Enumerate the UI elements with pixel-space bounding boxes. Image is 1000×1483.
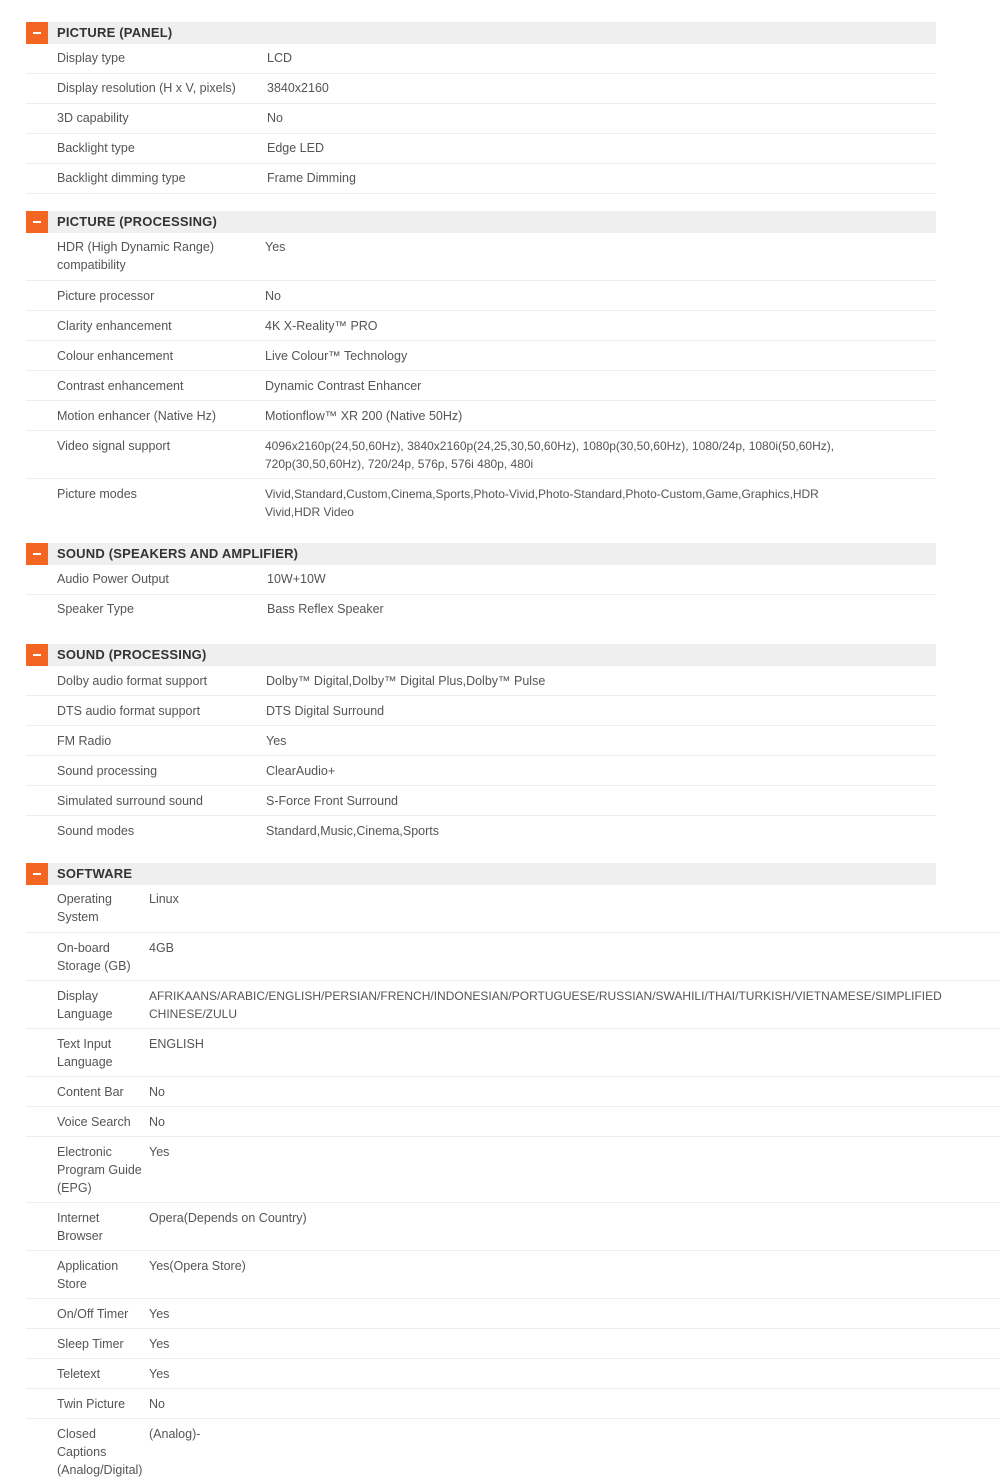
spec-row	[26, 933, 1000, 981]
spec-row	[26, 1203, 1000, 1251]
spec-label: Clarity enhancement	[57, 319, 172, 333]
spec-label: Content Bar	[57, 1085, 124, 1099]
spec-value: S-Force Front Surround	[266, 794, 398, 808]
spec-value: Yes	[149, 1307, 170, 1321]
section-title: SOFTWARE	[57, 866, 133, 881]
spec-label: Storage (GB)	[57, 959, 131, 973]
spec-label: On/Off Timer	[57, 1307, 129, 1321]
spec-label: FM Radio	[57, 734, 112, 748]
spec-row	[26, 164, 936, 194]
spec-label: Text Input	[57, 1037, 112, 1051]
spec-row	[26, 756, 936, 786]
spec-label: Sound modes	[57, 824, 135, 838]
spec-label: Simulated surround sound	[57, 794, 203, 808]
spec-label: Sleep Timer	[57, 1337, 124, 1351]
spec-value: LCD	[267, 51, 293, 65]
spec-label: Picture processor	[57, 289, 155, 303]
spec-value: DTS Digital Surround	[266, 704, 385, 718]
spec-row	[26, 816, 936, 845]
spec-label: Captions	[57, 1445, 107, 1459]
spec-label: DTS audio format support	[57, 704, 201, 718]
spec-value: No	[149, 1115, 165, 1129]
spec-row	[26, 1029, 1000, 1077]
spec-value: Yes	[266, 734, 287, 748]
spec-label: Closed	[57, 1427, 96, 1441]
spec-row	[26, 1329, 1000, 1359]
spec-label: Browser	[57, 1229, 103, 1243]
spec-value: Vivid,Standard,Custom,Cinema,Sports,Photo-Vivid,Photo-Standard,Photo-Custom,Game,Graphics,HDR	[265, 487, 819, 501]
spec-row	[26, 401, 936, 431]
section-header[interactable]	[26, 211, 936, 233]
section-picture-panel	[26, 22, 1000, 194]
spec-label: Application	[57, 1259, 119, 1273]
section-header[interactable]	[26, 22, 936, 44]
spec-row	[26, 1077, 1000, 1107]
spec-value: Edge LED	[267, 141, 324, 155]
spec-value: 3840x2160	[267, 81, 329, 95]
spec-value: Yes	[149, 1337, 170, 1351]
spec-value: Live Colour™ Technology	[265, 349, 408, 363]
spec-row	[26, 565, 936, 595]
spec-value: AFRIKAANS/ARABIC/ENGLISH/PERSIAN/FRENCH/INDONESIAN/PORTUGUESE/RUSSIAN/SWAHILI/THAI/TURKISH/VIETNAMESE/SIMPLIFIED	[149, 989, 942, 1003]
spec-row	[26, 44, 936, 74]
spec-row	[26, 431, 936, 479]
spec-label: Display	[57, 989, 98, 1003]
spec-label: Video signal support	[57, 439, 171, 453]
spec-row	[26, 1251, 1000, 1299]
spec-label: Operating	[57, 892, 112, 906]
collapse-minus-icon[interactable]	[26, 644, 48, 666]
spec-value: 720p(30,50,60Hz), 720/24p, 576p, 576i 480p, 480i	[265, 457, 534, 471]
spec-label: Display type	[57, 51, 126, 65]
spec-row	[26, 1389, 1000, 1419]
section-header[interactable]	[26, 543, 936, 565]
spec-label: Motion enhancer (Native Hz)	[57, 409, 217, 423]
spec-row	[26, 726, 936, 756]
spec-label: HDR (High Dynamic Range)	[57, 240, 214, 254]
spec-label: (Analog/Digital)	[57, 1463, 143, 1477]
spec-label: (EPG)	[57, 1181, 92, 1195]
section-sound-processing	[26, 644, 1000, 845]
spec-value: Yes(Opera Store)	[149, 1259, 246, 1273]
spec-row	[26, 786, 936, 816]
spec-value: 4K X-Reality™ PRO	[265, 319, 378, 333]
spec-label: Dolby audio format support	[57, 674, 208, 688]
spec-row	[26, 371, 936, 401]
spec-value: No	[265, 289, 281, 303]
spec-row	[26, 104, 936, 134]
spec-value: No	[267, 111, 283, 125]
section-header[interactable]	[26, 863, 936, 885]
spec-value: Opera(Depends on Country)	[149, 1211, 307, 1225]
spec-label: Language	[57, 1055, 113, 1069]
spec-label: Colour enhancement	[57, 349, 174, 363]
spec-value: ENGLISH	[149, 1037, 204, 1051]
spec-value: ClearAudio+	[266, 764, 336, 778]
collapse-minus-icon[interactable]	[26, 211, 48, 233]
spec-label: Electronic	[57, 1145, 112, 1159]
spec-label: Program Guide	[57, 1163, 142, 1177]
spec-value: No	[149, 1397, 165, 1411]
spec-value: Bass Reflex Speaker	[267, 602, 384, 616]
spec-label: compatibility	[57, 258, 126, 272]
spec-label: Language	[57, 1007, 113, 1021]
spec-value: (Analog)-	[149, 1427, 201, 1441]
spec-label: System	[57, 910, 99, 924]
spec-value: Yes	[149, 1145, 170, 1159]
spec-value: Vivid,HDR Video	[265, 505, 354, 519]
spec-row	[26, 1107, 1000, 1137]
spec-value: Linux	[149, 892, 179, 906]
spec-value: Motionflow™ XR 200 (Native 50Hz)	[265, 409, 463, 423]
spec-row	[26, 134, 936, 164]
spec-label: Contrast enhancement	[57, 379, 184, 393]
spec-row	[26, 595, 936, 624]
section-title: SOUND (PROCESSING)	[57, 647, 207, 662]
spec-value: Frame Dimming	[267, 171, 356, 185]
spec-row	[26, 1359, 1000, 1389]
spec-value: Dynamic Contrast Enhancer	[265, 379, 422, 393]
spec-label: Audio Power Output	[57, 572, 169, 586]
spec-label: Internet	[57, 1211, 100, 1225]
spec-row	[26, 1419, 1000, 1481]
spec-row	[26, 981, 1000, 1029]
collapse-minus-icon[interactable]	[26, 863, 48, 885]
spec-label: Speaker Type	[57, 602, 134, 616]
spec-value: 10W+10W	[267, 572, 326, 586]
spec-row	[26, 666, 936, 696]
spec-value: Yes	[149, 1367, 170, 1381]
section-picture-processing	[26, 211, 1000, 527]
spec-row	[26, 1299, 1000, 1329]
spec-label: Backlight type	[57, 141, 135, 155]
spec-label: Backlight dimming type	[57, 171, 186, 185]
spec-value: CHINESE/ZULU	[149, 1007, 238, 1021]
spec-label: Store	[57, 1277, 87, 1291]
spec-row	[26, 311, 936, 341]
section-software	[26, 863, 1000, 1481]
spec-label: Picture modes	[57, 487, 137, 501]
spec-label: Display resolution (H x V, pixels)	[57, 81, 236, 95]
section-title: PICTURE (PROCESSING)	[57, 214, 218, 229]
spec-label: Twin Picture	[57, 1397, 126, 1411]
spec-label: Voice Search	[57, 1115, 131, 1129]
spec-label: 3D capability	[57, 111, 129, 125]
collapse-minus-icon[interactable]	[26, 22, 48, 44]
spec-row	[26, 74, 936, 104]
spec-row	[26, 233, 936, 281]
collapse-minus-icon[interactable]	[26, 543, 48, 565]
spec-row	[26, 281, 936, 311]
spec-value: 4096x2160p(24,50,60Hz), 3840x2160p(24,25,30,50,60Hz), 1080p(30,50,60Hz), 1080/24p, 1080i(50,60Hz),	[265, 439, 835, 453]
spec-row	[26, 696, 936, 726]
section-title: SOUND (SPEAKERS AND AMPLIFIER)	[57, 546, 299, 561]
spec-value: No	[149, 1085, 165, 1099]
section-title: PICTURE (PANEL)	[57, 25, 173, 40]
spec-row	[26, 885, 1000, 933]
spec-label: On-board	[57, 941, 110, 955]
spec-row	[26, 479, 936, 527]
spec-label: Sound processing	[57, 764, 158, 778]
spec-value: Standard,Music,Cinema,Sports	[266, 824, 439, 838]
spec-row	[26, 1137, 1000, 1203]
section-sound-speakers	[26, 543, 1000, 624]
spec-value: 4GB	[149, 941, 175, 955]
spec-label: Teletext	[57, 1367, 101, 1381]
spec-value: Dolby™ Digital,Dolby™ Digital Plus,Dolby™ Pulse	[266, 674, 546, 688]
spec-value: Yes	[265, 240, 286, 254]
spec-row	[26, 341, 936, 371]
section-header[interactable]	[26, 644, 936, 666]
